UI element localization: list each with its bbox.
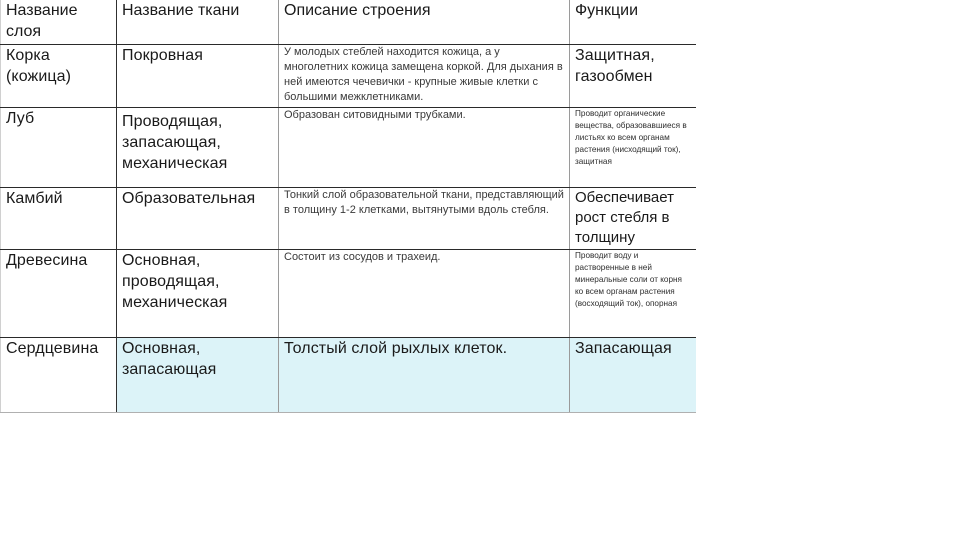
cell-tissue: Основная, запасающая xyxy=(117,337,279,412)
header-functions: Функции xyxy=(570,0,696,44)
header-tissue-name: Название ткани xyxy=(117,0,279,44)
cell-function: Защитная, газообмен xyxy=(570,44,696,107)
table-row xyxy=(1,249,696,337)
table-row xyxy=(1,107,696,187)
cell-function: Проводит органические вещества, образовавшиеся в листьях ко всем органам растения (нисходящий ток), защитная xyxy=(570,107,696,187)
table-row-highlighted xyxy=(1,337,696,412)
cell-structure: Состоит из сосудов и трахеид. xyxy=(279,249,570,337)
cell-tissue: Образовательная xyxy=(117,187,279,249)
table-row xyxy=(1,187,696,249)
cell-tissue: Проводящая, запасающая, механическая xyxy=(117,107,279,187)
cell-structure: Образован ситовидными трубками. xyxy=(279,107,570,187)
cell-layer: Корка (кожица) xyxy=(1,44,117,107)
header-structure-description: Описание строения xyxy=(279,0,570,44)
cell-function: Обеспечивает рост стебля в толщину xyxy=(570,187,696,249)
cell-structure: Толстый слой рыхлых клеток. xyxy=(279,337,570,412)
cell-function: Запасающая xyxy=(570,337,696,412)
cell-structure: Тонкий слой образовательной ткани, представляющий в толщину 1-2 клетками, вытянутыми вдоль стебля. xyxy=(279,187,570,249)
cell-tissue: Покровная xyxy=(117,44,279,107)
table-row xyxy=(1,44,696,107)
table-header-row xyxy=(1,0,696,44)
cell-layer: Камбий xyxy=(1,187,117,249)
cell-layer: Древесина xyxy=(1,249,117,337)
cell-structure: У молодых стеблей находится кожица, а у многолетних кожица замещена коркой. Для дыхания в ней имеются чечевички - крупные живые клетки с большими межклетниками. xyxy=(279,44,570,107)
header-layer-name: Название слоя xyxy=(1,0,117,44)
cell-tissue: Основная, проводящая, механическая xyxy=(117,249,279,337)
cell-layer: Луб xyxy=(1,107,117,187)
cell-layer: Сердцевина xyxy=(1,337,117,412)
cell-function: Проводит воду и растворенные в ней минеральные соли от корня ко всем органам растения (восходящий ток), опорная xyxy=(570,249,696,337)
